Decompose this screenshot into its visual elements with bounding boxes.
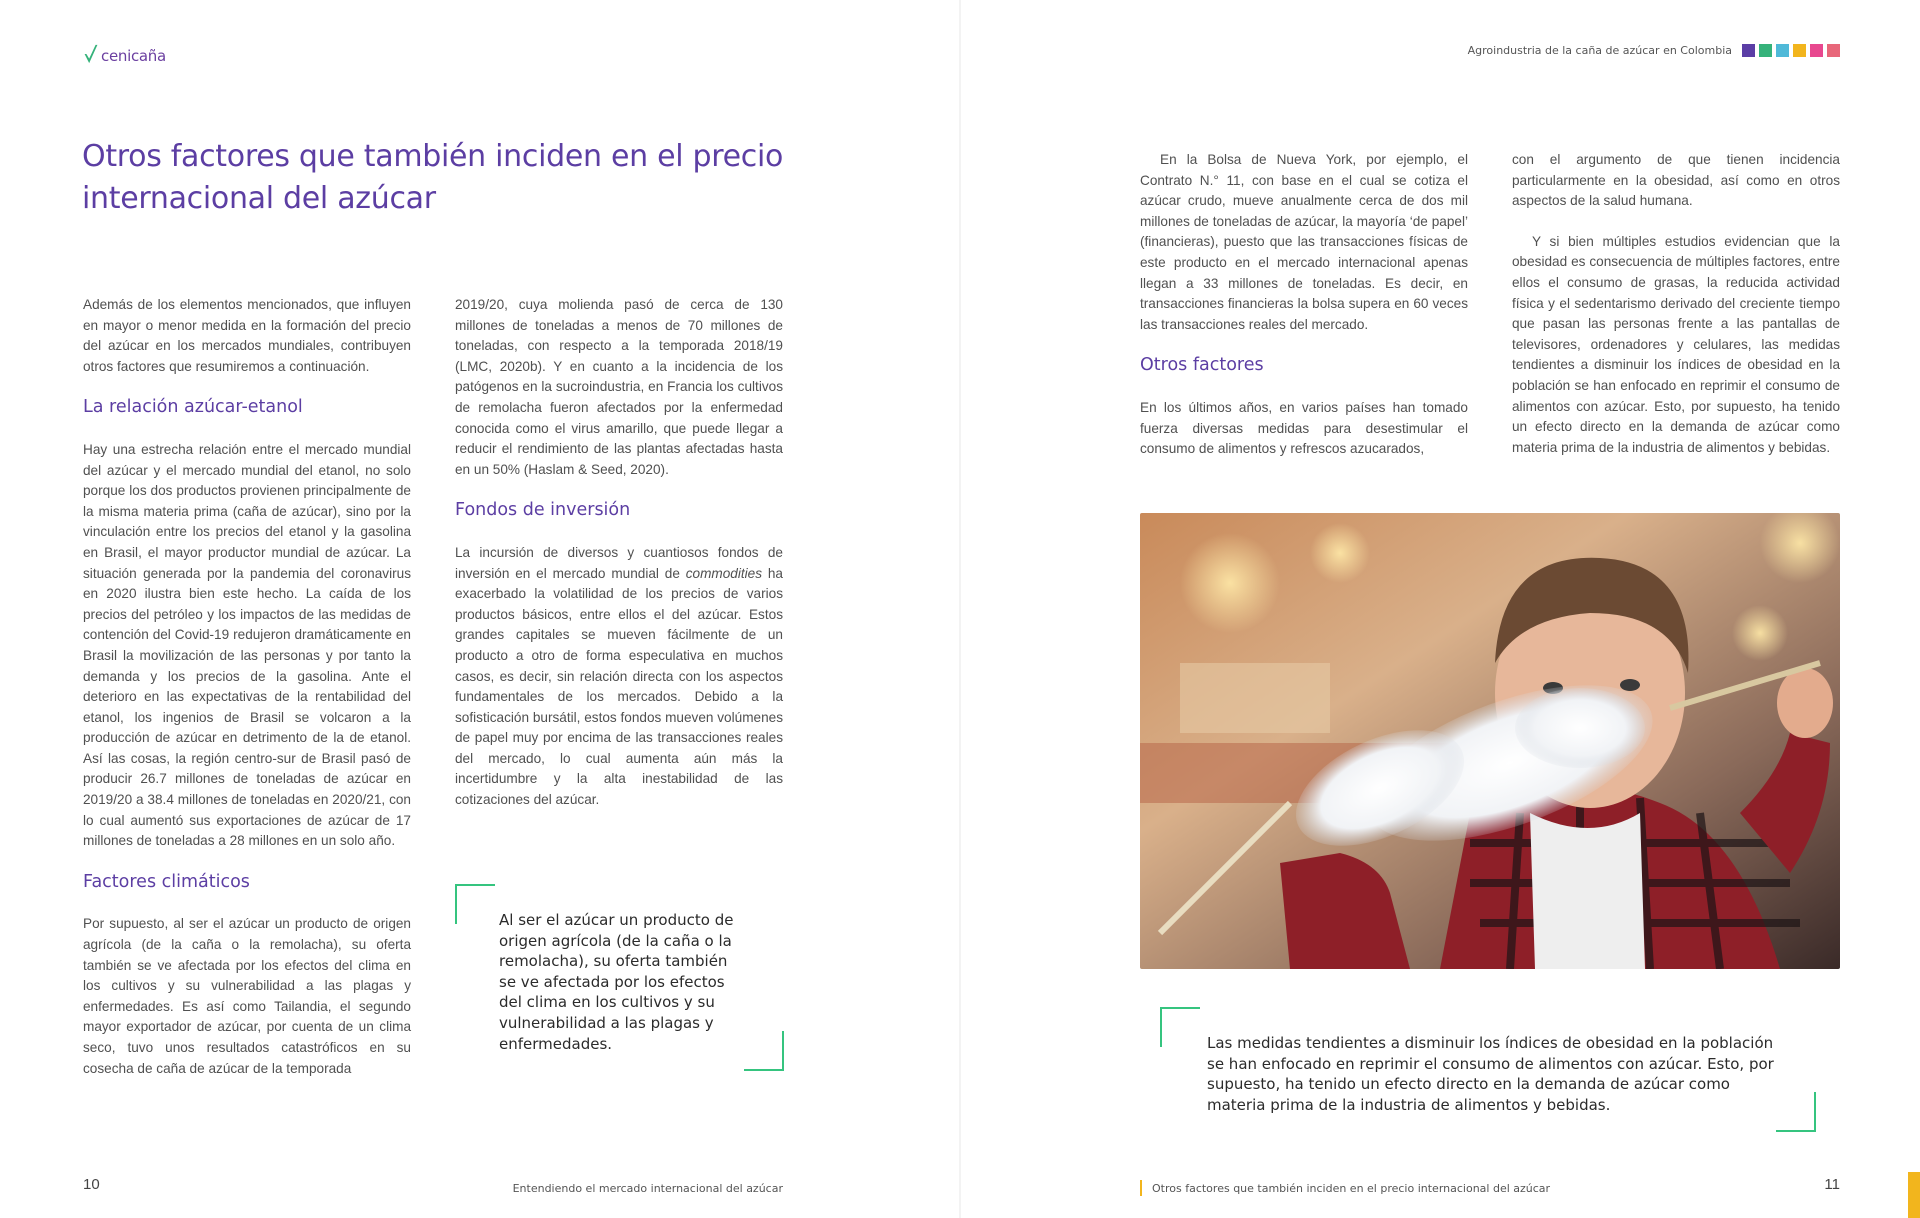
paragraph-continuation: 2019/20, cuya molienda pasó de cerca de 130 millones de toneladas a menos de 70 millones de toneladas, con respecto a la temporada 2018/19 (LMC, 2020b). Y en cuanto a la incidencia de los patógenos en la sucroindustria, en Francia los cultivos de remolacha fueron afectados por la enfermedad conocida como el virus amarillo, que puede llegar a reducir el rendimiento de las plantas afectadas hasta en un 50% (Haslam & Seed, 2020). bbox=[455, 297, 783, 477]
pull-quote-left bbox=[455, 884, 784, 1071]
color-swatch bbox=[1793, 44, 1806, 57]
right-column-2 bbox=[1512, 150, 1840, 478]
paragraph-otros-factores: En los últimos años, en varios países han tomado fuerza diversas medidas para desestimular el consumo de alimentos y refrescos azucarados, bbox=[1140, 399, 1468, 457]
left-column-2 bbox=[455, 295, 783, 831]
cenicana-logo bbox=[83, 43, 166, 65]
color-swatch bbox=[1759, 44, 1772, 57]
photo-illustration bbox=[1140, 513, 1840, 969]
page-edge-tab bbox=[1908, 1172, 1920, 1218]
heading-fondos-inversion: Fondos de inversión bbox=[455, 500, 631, 521]
paragraph-fondos-inversion bbox=[455, 543, 783, 811]
quote-corner-bottom-right bbox=[744, 1031, 784, 1071]
section-title: Agroindustria de la caña de azúcar en Colombia bbox=[1467, 44, 1732, 57]
pull-quote-right bbox=[1160, 1007, 1816, 1132]
fondos-text-italic: commodities bbox=[685, 565, 763, 581]
page-title: Otros factores que también inciden en el precio internacional del azúcar bbox=[82, 139, 784, 216]
color-swatches bbox=[1742, 44, 1840, 57]
paragraph-azucar-etanol: Hay una estrecha relación entre el mercado mundial del azúcar y el mercado mundial del etanol, no solo porque los dos productos provienen principalmente de la misma materia prima (caña de azúcar), sino por la vinculación entre los precios del etanol y la gasolina en Brasil, el mayor productor mundial de azúcar. La situación generada por la pandemia del coronavirus en 2020 ilustra bien este hecho. La caída de los precios del petróleo y los impactos de las medidas de contención del Covid-19 redujeron dramáticamente en Brasil la movilización de las personas y por tanto la demanda y los precios de la gasolina. Ante el deterioro en las expectativas de la rentabilidad del etanol, los ingenios de Brasil se volcaron a la producción de azúcar en detrimento de la de etanol. Así las cosas, la región centro-sur de Brasil pasó de producir 26.7 millones de toneladas de azúcar en 2019/20 a 38.4 millones de toneladas en 2020/21, con lo cual aumentó sus exportaciones de azúcar de 17 millones de toneladas a 28 millones en un solo año. bbox=[83, 441, 411, 849]
paragraph-obesidad: Y si bien múltiples estudios evidencian que la obesidad es consecuencia de múltiples factores, entre ellos el consumo de grasas, la reducida actividad física y el sedentarismo derivado del creciente tiempo que pasan las personas frente a las pantallas de televisores, ordenadores y celulares, las medidas tendientes a disminuir los índices de obesidad en la población se han enfocado en reprimir el consumo de alimentos con azúcar. Esto, por supuesto, ha tenido un efecto directo en la demanda de azúcar como materia prima de la industria de alimentos y bebidas. bbox=[1512, 233, 1840, 455]
heading-azucar-etanol: La relación azúcar-etanol bbox=[83, 397, 303, 418]
paragraph-argumento: con el argumento de que tienen incidencia particularmente en la obesidad, así como en otros aspectos de la salud humana. bbox=[1512, 152, 1840, 209]
left-column-1 bbox=[83, 295, 411, 1079]
color-swatch bbox=[1810, 44, 1823, 57]
fondos-text-a: La incursión de diversos y cuantiosos fondos de inversión en el mercado mundial de bbox=[455, 544, 783, 581]
page-number-right: 11 bbox=[1824, 1176, 1840, 1193]
heading-otros-factores: Otros factores bbox=[1140, 355, 1264, 376]
pull-quote-text: Al ser el azúcar un producto de origen agrícola (de la caña o la remolacha), su oferta también se ve afectada por los efectos del clima en los cultivos y su vulnerabilidad a las plagas y enfermedades. bbox=[499, 911, 734, 1053]
quote-corner-top-left bbox=[1160, 1007, 1200, 1047]
header-right bbox=[1468, 44, 1840, 57]
paragraph-factores-climaticos: Por supuesto, al ser el azúcar un producto de origen agrícola (de la caña o la remolacha), su oferta también se ve afectada por los efectos del clima en los cultivos y su vulnerabilidad a las plagas y enfermedades. Es así como Tailandia, el segundo mayor exportador de azúcar, por cuenta de un clima seco, tuvo unos resultados catastróficos en su cosecha de caña de azúcar de la temporada bbox=[83, 916, 411, 1076]
footer-accent-bar bbox=[1140, 1180, 1142, 1196]
boy-cotton-candy-photo bbox=[1140, 513, 1840, 969]
intro-paragraph: Además de los elementos mencionados, que influyen en mayor o menor medida en la formación del precio del azúcar en los mercados mundiales, contribuyen otros factores que resumiremos a continuación. bbox=[83, 297, 411, 374]
heading-factores-climaticos: Factores climáticos bbox=[83, 871, 250, 892]
color-swatch bbox=[1776, 44, 1789, 57]
pull-quote-text: Las medidas tendientes a disminuir los índices de obesidad en la población se han enfocado en reprimir el consumo de alimentos con azúcar. Esto, por supuesto, ha tenido un efecto directo en la demanda de azúcar como materia prima de la industria de alimentos y bebidas. bbox=[1207, 1034, 1774, 1114]
color-swatch bbox=[1827, 44, 1840, 57]
footer-text-left: Entendiendo el mercado internacional del azúcar bbox=[512, 1182, 783, 1195]
color-swatch bbox=[1742, 44, 1755, 57]
right-column-1 bbox=[1140, 150, 1468, 480]
quote-corner-bottom-right bbox=[1776, 1092, 1816, 1132]
page-number-left: 10 bbox=[83, 1176, 100, 1193]
footer-text-right: Otros factores que también inciden en el precio internacional del azúcar bbox=[1152, 1182, 1551, 1195]
quote-corner-top-left bbox=[455, 884, 495, 924]
fondos-text-b: ha exacerbado la volatilidad de los precios de varios productos básicos, entre ellos el del azúcar. Estos grandes capitales se mueven fácilmente de un producto a otro de forma especulativa en muchos casos, es decir, sin relación directa con los aspectos fundamentales de los mercados. Debido a la sofisticación bursátil, estos fondos mueven volúmenes de papel muy por encima de las transacciones reales del mercado, lo cual aumenta aún más la incertidumbre y la alta inestabilidad de las cotizaciones del azúcar. bbox=[455, 565, 783, 808]
logo-text: cenicaña bbox=[101, 47, 166, 65]
leaf-check-icon bbox=[83, 43, 99, 65]
paragraph-bolsa-nueva-york: En la Bolsa de Nueva York, por ejemplo, el Contrato N.° 11, con base en el cual se cotiza el azúcar crudo, mueve anualmente cerca de dos mil millones de toneladas de azúcar, la mayoría ‘de papel’ (financieras), puesto que las transacciones físicas de este producto en el mercado internacional apenas llegan a 33 millones de toneladas. Es decir, en transacciones financieras la bolsa supera en 60 veces las transacciones reales del mercado. bbox=[1140, 152, 1468, 332]
